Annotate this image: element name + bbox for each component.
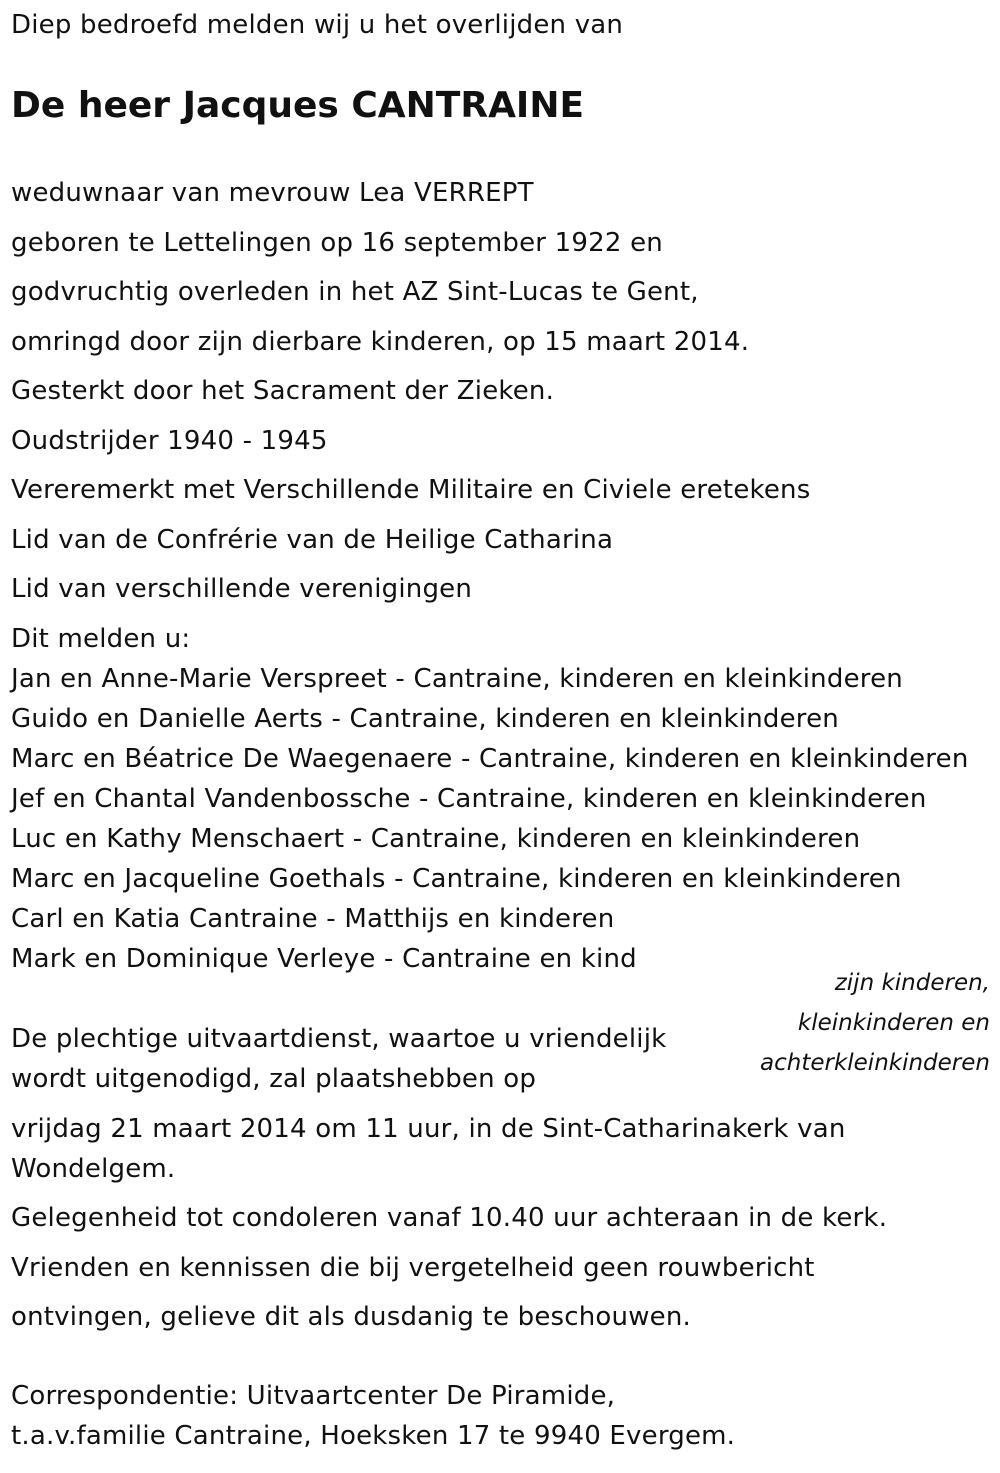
- detail-line-confrerie: Lid van de Confrérie van de Heilige Catharina: [11, 525, 614, 555]
- deceased-name: De heer Jacques CANTRAINE: [11, 85, 585, 126]
- detail-line-veteran: Oudstrijder 1940 - 1945: [11, 426, 328, 456]
- service-line: vrijdag 21 maart 2014 om 11 uur, in de Sint-Catharinakerk van: [11, 1114, 846, 1144]
- notice-line: Vrienden en kennissen die bij vergetelheid geen rouwbericht: [11, 1253, 815, 1283]
- announcer-line: Marc en Jacqueline Goethals - Cantraine, kinderen en kleinkinderen: [11, 864, 902, 894]
- announcer-line: Carl en Katia Cantraine - Matthijs en kinderen: [11, 904, 615, 934]
- detail-line-surrounded: omringd door zijn dierbare kinderen, op 15 maart 2014.: [11, 327, 750, 357]
- condolence-line: Gelegenheid tot condoleren vanaf 10.40 uur achteraan in de kerk.: [11, 1203, 888, 1233]
- detail-line-sacrament: Gesterkt door het Sacrament der Zieken.: [11, 376, 555, 406]
- announcers-label: Dit melden u:: [11, 624, 191, 654]
- announcer-line: Mark en Dominique Verleye - Cantraine en kind: [11, 944, 637, 974]
- detail-line-associations: Lid van verschillende verenigingen: [11, 574, 473, 604]
- notice-line: ontvingen, gelieve dit als dusdanig te beschouwen.: [11, 1302, 692, 1332]
- announcer-line: Marc en Béatrice De Waegenaere - Cantraine, kinderen en kleinkinderen: [11, 744, 969, 774]
- announcer-line: Jef en Chantal Vandenbossche - Cantraine, kinderen en kleinkinderen: [11, 784, 927, 814]
- detail-line-died: godvruchtig overleden in het AZ Sint-Lucas te Gent,: [11, 277, 699, 307]
- detail-line-decorations: Vereremerkt met Verschillende Militaire en Civiele eretekens: [11, 475, 811, 505]
- family-note-line: zijn kinderen,: [834, 970, 990, 996]
- intro-line: Diep bedroefd melden wij u het overlijden van: [11, 10, 624, 40]
- announcer-line: Luc en Kathy Menschaert - Cantraine, kinderen en kleinkinderen: [11, 824, 861, 854]
- service-line: De plechtige uitvaartdienst, waartoe u vriendelijk: [11, 1024, 667, 1054]
- family-note-line: achterkleinkinderen: [760, 1050, 990, 1076]
- correspondence-line: t.a.v.familie Cantraine, Hoeksken 17 te 9940 Evergem.: [11, 1421, 736, 1451]
- family-note-line: kleinkinderen en: [797, 1010, 990, 1036]
- announcer-line: Jan en Anne-Marie Verspreet - Cantraine, kinderen en kleinkinderen: [11, 664, 903, 694]
- announcer-line: Guido en Danielle Aerts - Cantraine, kinderen en kleinkinderen: [11, 704, 839, 734]
- service-line: Wondelgem.: [11, 1154, 176, 1184]
- service-line: wordt uitgenodigd, zal plaatshebben op: [11, 1064, 537, 1094]
- detail-line-widower: weduwnaar van mevrouw Lea VERREPT: [11, 178, 534, 208]
- correspondence-line: Correspondentie: Uitvaartcenter De Piramide,: [11, 1381, 616, 1411]
- detail-line-born: geboren te Lettelingen op 16 september 1922 en: [11, 228, 663, 258]
